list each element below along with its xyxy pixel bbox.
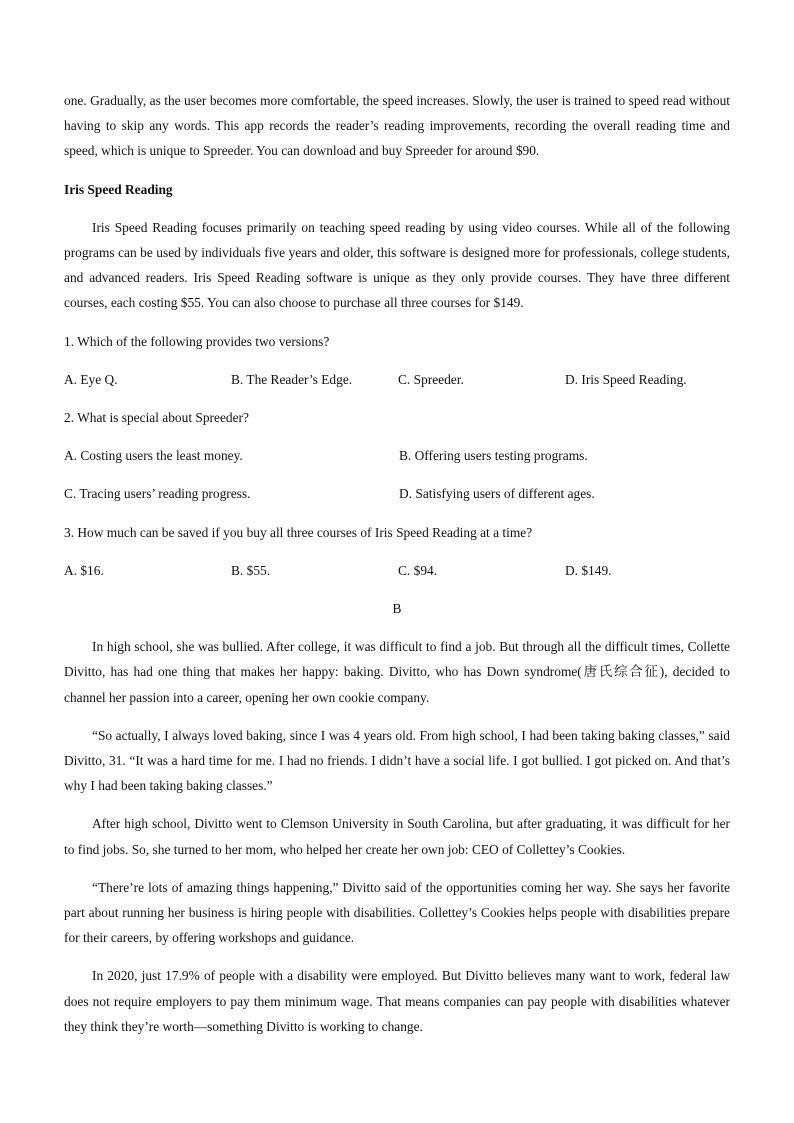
spreeder-continuation-paragraph: one. Gradually, as the user becomes more comfortable, the speed increases. Slowly, the user is trained to speed read without having to skip any words. This app records the reader’s reading improvements, recording the overall reading time and speed, which is unique to Spreeder. You can download and buy Spreeder for around $90. [64, 93, 730, 159]
question-2-option-d: D. Satisfying users of different ages. [399, 486, 595, 502]
passage-b-paragraph-2: “So actually, I always loved baking, since I was 4 years old. From high school, I had been taking baking classes,” said Divitto, 31. “It was a hard time for me. I had no friends. I didn’t have a social life. I got bullied. I got picked on. And that’s why I had been taking baking classes.” [64, 727, 730, 794]
question-1-option-b: B. The Reader’s Edge. [231, 371, 353, 387]
question-3-option-d: D. $149. [565, 562, 612, 578]
question-1-option-c: C. Spreeder. [398, 371, 464, 387]
iris-speed-reading-paragraph: Iris Speed Reading focuses primarily on teaching speed reading by using video courses. While all of the following programs can be used by individuals five years and older, this software is designed more for professionals, college students, and advanced readers. Iris Speed Reading software is unique as they only provide courses. They have three different courses, each costing $55. You can also choose to purchase all three courses for $149. [64, 219, 730, 311]
question-2-options-row-1 [64, 443, 730, 468]
question-2-options-row-2 [64, 481, 730, 506]
question-2-option-a: A. Costing users the least money. [64, 448, 243, 464]
question-3-option-b: B. $55. [231, 562, 271, 578]
question-2-option-b: B. Offering users testing programs. [399, 448, 588, 464]
question-3-stem: 3. How much can be saved if you buy all three courses of Iris Speed Reading at a time? [64, 524, 533, 540]
question-1-stem: 1. Which of the following provides two versions? [64, 333, 330, 349]
passage-b-paragraph-3: After high school, Divitto went to Clemson University in South Carolina, but after graduating, it was difficult for her to find jobs. So, she turned to her mom, who helped her create her own job: CEO of Collettey’s Cookies. [64, 816, 730, 857]
document-page [64, 88, 730, 1052]
question-2-stem: 2. What is special about Spreeder? [64, 410, 249, 426]
section-b-heading: B [392, 601, 402, 617]
question-1-options [64, 367, 730, 392]
iris-speed-reading-heading: Iris Speed Reading [64, 181, 173, 197]
question-1-option-d: D. Iris Speed Reading. [565, 371, 687, 387]
question-3-option-c: C. $94. [398, 562, 438, 578]
question-2-option-c: C. Tracing users’ reading progress. [64, 486, 251, 502]
passage-b-paragraph-5: In 2020, just 17.9% of people with a disability were employed. But Divitto believes many want to work, federal law does not require employers to pay them minimum wage. That means companies can pay people with disabilities whatever they think they’re worth—something Divitto is working to change. [64, 968, 730, 1034]
question-3-options [64, 558, 730, 583]
question-3-option-a: A. $16. [64, 562, 104, 578]
question-1-option-a: A. Eye Q. [64, 371, 118, 387]
passage-b-paragraph-1: In high school, she was bullied. After college, it was difficult to find a job. But through all the difficult times, Collette Divitto, has had one thing that makes her happy: baking. Divitto, who has Down syndrome(唐氏综合征), decided to channel her passion into a career, opening her own cookie company. [64, 639, 730, 705]
passage-b-paragraph-4: “There’re lots of amazing things happening,” Divitto said of the opportunities coming her way. She says her favorite part about running her business is hiring people with disabilities. Collettey’s Cookies helps people with disabilities prepare for their careers, by offering workshops and guidance. [64, 879, 730, 946]
